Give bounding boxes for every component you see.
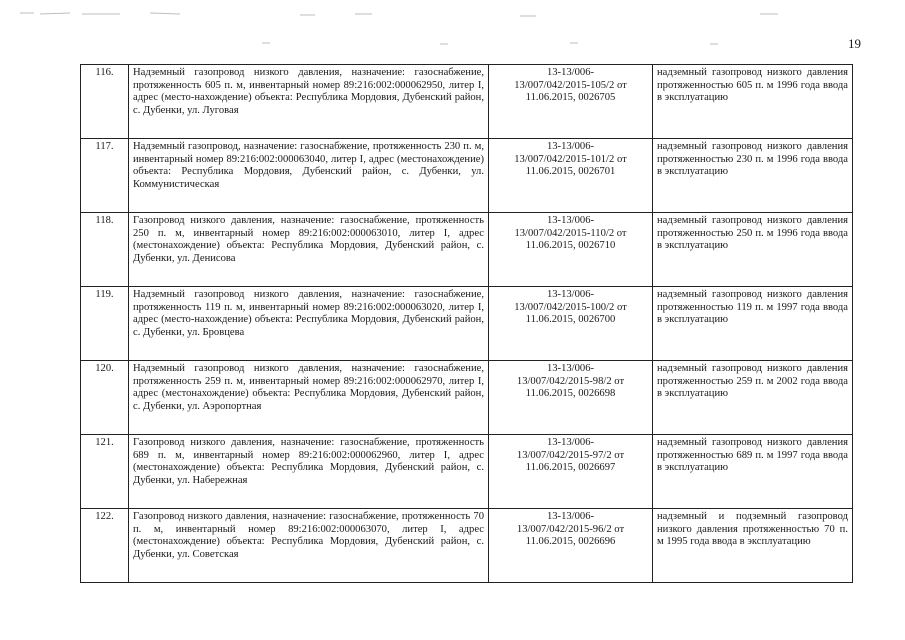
registration-record (489, 509, 653, 583)
registry-table-body (81, 65, 853, 583)
registration-line: 11.06.2015, 0026698 (525, 388, 616, 400)
table-row (81, 361, 853, 435)
registration-line: 13/007/042/2015-110/2 от (514, 227, 627, 239)
table-row (81, 287, 853, 361)
registration-line: 13-13/006- (546, 215, 595, 226)
row-number: 122. (81, 509, 129, 583)
row-number: 120. (81, 361, 129, 435)
registration-line: 13-13/006- (546, 141, 595, 152)
registration-line: 13/007/042/2015-96/2 от (516, 523, 625, 535)
registration-record (489, 361, 653, 435)
registration-line: 11.06.2015, 0026701 (525, 166, 616, 178)
row-number: 118. (81, 213, 129, 287)
registration-record (489, 139, 653, 213)
row-number: 121. (81, 435, 129, 509)
registration-record (489, 213, 653, 287)
registration-line: 11.06.2015, 0026710 (525, 240, 616, 252)
object-note: надземный газопровод низкого давления протяженностью 259 п. м 2002 года ввода в эксплуатацию (653, 361, 853, 435)
scan-noise-marks (0, 0, 905, 60)
row-number: 119. (81, 287, 129, 361)
registration-line: 13/007/042/2015-101/2 от (514, 153, 627, 165)
registration-line: 11.06.2015, 0026700 (525, 314, 616, 326)
table-row (81, 213, 853, 287)
object-note: надземный газопровод низкого давления протяженностью 230 п. м 1996 года ввода в эксплуатацию (653, 139, 853, 213)
table-row (81, 139, 853, 213)
object-note: надземный газопровод низкого давления протяженностью 250 п. м 1996 года ввода в эксплуатацию (653, 213, 853, 287)
registration-line: 13/007/042/2015-105/2 от (514, 79, 627, 91)
registration-line: 13-13/006- (546, 363, 595, 374)
page-number: 19 (848, 36, 861, 51)
registration-line: 13-13/006- (546, 437, 595, 448)
registration-line: 11.06.2015, 0026705 (525, 92, 616, 104)
table-row (81, 509, 853, 583)
registration-line: 13/007/042/2015-97/2 от (516, 449, 625, 461)
row-number: 117. (81, 139, 129, 213)
row-number: 116. (81, 65, 129, 139)
registration-line: 13/007/042/2015-100/2 от (514, 301, 627, 313)
registration-record (489, 435, 653, 509)
registration-line: 11.06.2015, 0026697 (525, 462, 616, 474)
registration-line: 13/007/042/2015-98/2 от (516, 375, 625, 387)
registration-line: 13-13/006- (546, 511, 595, 522)
object-description: Надземный газопровод, назначение: газоснабжение, протяженность 230 п. м, инвентарный номер 89:216:002:000063040, литер I, адрес (местонахождение) объекта: Республика Мордовия, Дубенский район, с. Дубенки, ул. Коммунистическая (129, 139, 489, 213)
object-description: Газопровод низкого давления, назначение: газоснабжение, протяженность 70 п. м, инвентарный номер 89:216:002:000063070, литер I, адрес (местонахождение) объекта: Республика Мордовия, Дубенский район, с. Дубенки, ул. Советская (129, 509, 489, 583)
object-description: Газопровод низкого давления, назначение: газоснабжение, протяженность 689 п. м, инвентарный номер 89:216:002:000062960, литер I, адрес (местонахождение) объекта: Республика Мордовия, Дубенский район, с. Дубенки, ул. Набережная (129, 435, 489, 509)
object-description: Газопровод низкого давления, назначение: газоснабжение, протяженность 250 п. м, инвентарный номер 89:216:002:000063010, литер I, адрес (местонахождение) объекта: Республика Мордовия, Дубенский район, с. Дубенки, ул. Денисова (129, 213, 489, 287)
registry-table (80, 64, 853, 583)
object-description: Надземный газопровод низкого давления, назначение: газоснабжение, протяженность 119 п. м, инвентарный номер 89:216:002:000063020, литер I, адрес (место-нахождение) объекта: Республика Мордовия, Дубенский район, с. Дубенки, ул. Бровцева (129, 287, 489, 361)
table-row (81, 435, 853, 509)
registration-record (489, 65, 653, 139)
object-note: надземный газопровод низкого давления протяженностью 605 п. м 1996 года ввода в эксплуатацию (653, 65, 853, 139)
object-description: Надземный газопровод низкого давления, назначение: газоснабжение, протяженность 259 п. м, инвентарный номер 89:216:002:000062970, литер I, адрес (местонахождение) объекта: Республика Мордовия, Дубенский район, с. Дубенки, ул. Аэропортная (129, 361, 489, 435)
registration-line: 13-13/006- (546, 67, 595, 78)
object-note: надземный газопровод низкого давления протяженностью 689 п. м 1997 года ввода в эксплуатацию (653, 435, 853, 509)
object-note: надземный газопровод низкого давления протяженностью 119 п. м 1997 года ввода в эксплуатацию (653, 287, 853, 361)
object-note: надземный и подземный газопровод низкого давления протяженностью 70 п. м 1995 года ввода в эксплуатацию (653, 509, 853, 583)
registration-record (489, 287, 653, 361)
registration-line: 11.06.2015, 0026696 (525, 536, 616, 548)
object-description: Надземный газопровод низкого давления, назначение: газоснабжение, протяженность 605 п. м, инвентарный номер 89:216:002:000062950, литер I, адрес (место-нахождение) объекта: Республика Мордовия, Дубенский район, с. Дубенки, ул. Луговая (129, 65, 489, 139)
table-row (81, 65, 853, 139)
registration-line: 13-13/006- (546, 289, 595, 300)
